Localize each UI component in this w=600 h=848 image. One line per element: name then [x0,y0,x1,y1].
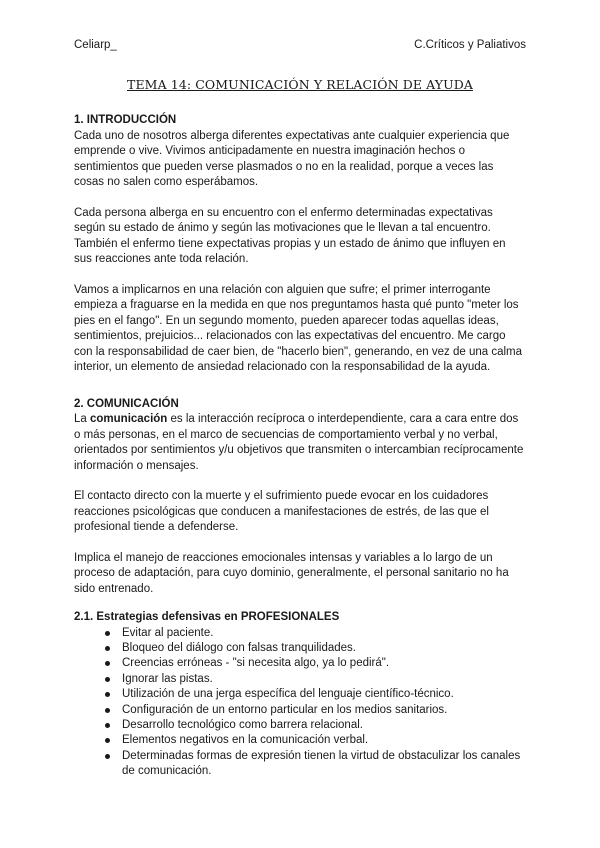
bullet-list [74,626,526,780]
paragraph: Cada uno de nosotros alberga diferentes expectativas ante cualquier experiencia que emprende o vive. Vivimos anticipadamente en nuestra imaginación hechos o sentimientos que pueden verse plasmados o no en la realidad, porque a veces las cosas no salen como esperábamos. [74,129,510,188]
section-heading-comunicacion: 2. COMUNICACIÓN [74,397,179,410]
list-item: Evitar al paciente. [122,626,526,641]
definition-prefix: La [74,413,90,425]
list-item: Elementos negativos en la comunicación verbal. [122,733,526,748]
list-item: Utilización de una jerga específica del lenguaje científico-técnico. [122,687,526,702]
subsection-heading-estrategias: 2.1. Estrategias defensivas en PROFESIONALES [74,611,340,623]
section-heading-introduccion: 1. INTRODUCCIÓN [74,114,177,126]
list-item: Desarrollo tecnológico como barrera relacional. [122,718,526,733]
list-item: Configuración de un entorno particular en los medios sanitarios. [122,703,526,718]
list-item: Ignorar las pistas. [122,672,526,687]
list-item: Creencias erróneas - "si necesita algo, ya lo pedirá". [122,656,526,671]
paragraph: Vamos a implicarnos en una relación con alguien que sufre; el primer interrogante empieza a fraguarse en la medida en que nos preguntamos hasta qué punto "meter los pies en el fango". En un segundo momento, pueden aparecer todas aquellas ideas, sentimientos, prejuicios... relacionados con las expectativas del encuentro. Me cargo con la responsabilidad de caer bien, de "hacerlo bien", generando, en vez de una calma interior, un elemento de ansiedad relacionado con la responsabilidad de la ayuda. [74,283,523,373]
paragraph: Implica el manejo de reacciones emocionales intensas y variables a lo largo de un proceso de adaptación, para cuyo dominio, generalmente, el personal sanitario no ha sido entrenado. [74,551,509,595]
page-header [74,38,526,52]
document-title: TEMA 14: COMUNICACIÓN Y RELACIÓN DE AYUDA [127,77,473,92]
definition-text: es la interacción recíproca o interdependiente, cara a cara entre dos o más personas, en el marco de secuencias de comportamiento verbal y no verbal, orientados por sentimientos y/u objetivos que transmiten o intercambian recíprocamente información o mensajes. [74,413,524,472]
paragraph-definition [74,412,526,474]
paragraph: Cada persona alberga en su encuentro con el enfermo determinadas expectativas según su estado de ánimo y según las motivaciones que le llevan a tal encuentro. También el enfermo tiene expectativas propias y un estado de ánimo que influyen en sus reacciones ante toda relación. [74,206,506,265]
paragraph: El contacto directo con la muerte y el sufrimiento puede evocar en los cuidadores reacciones psicológicas que conducen a manifestaciones de estrés, de las que el profesional tiende a defenderse. [74,490,489,533]
header-subject: C.Críticos y Paliativos [414,39,526,51]
definition-term: comunicación [90,413,168,425]
list-item: Bloqueo del diálogo con falsas tranquilidades. [122,641,526,656]
header-author: Celiarp_ [74,39,117,51]
list-item: Determinadas formas de expresión tienen la virtud de obstaculizar los canales de comunicación. [122,749,526,780]
